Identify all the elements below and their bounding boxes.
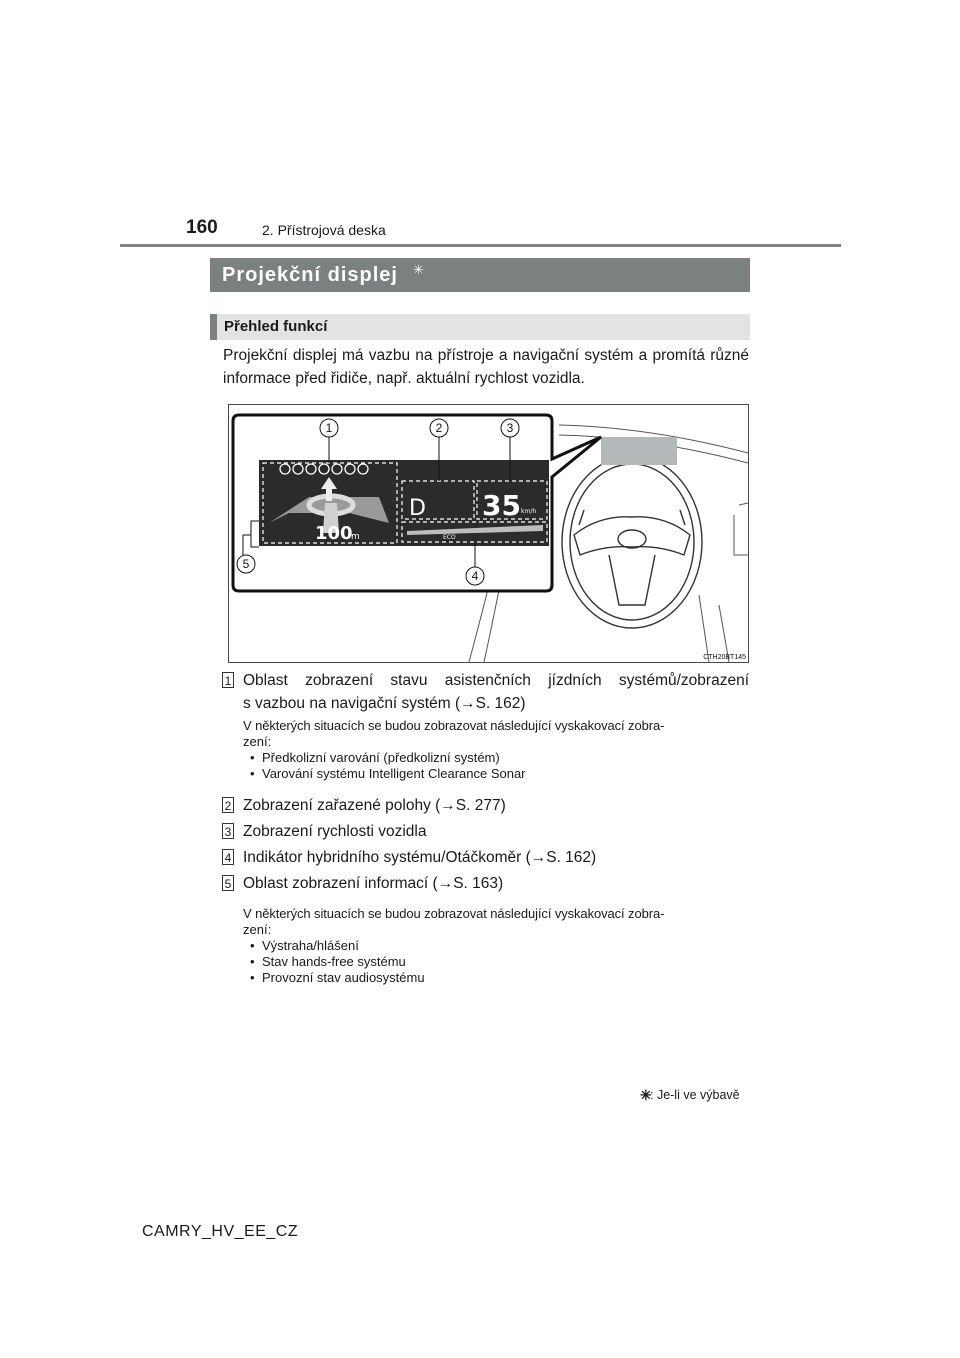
note-1-bullet-marker-1: • — [250, 750, 255, 765]
callout-2: 2 — [435, 421, 443, 435]
note-2-intro-line-1: V některých situacích se budou zobrazovat následující vyskakovací zobra- — [243, 906, 665, 921]
callout-1: 1 — [325, 421, 333, 435]
item-number-5: 5 — [222, 875, 234, 891]
callout-3: 3 — [506, 421, 514, 435]
section-title: Projekční displej — [222, 264, 398, 286]
note-2-bullet-marker-3: • — [250, 970, 255, 985]
item-4-text: Indikátor hybridního systému/Otáčkoměr (→S. 162) — [243, 849, 597, 866]
optional-equipment-star-icon: ✳ — [413, 262, 424, 277]
item-3-text: Zobrazení rychlosti vozidla — [243, 823, 427, 840]
document-code: CAMRY_HV_EE_CZ — [142, 1223, 299, 1240]
gear-value: D — [409, 496, 426, 521]
callout-5: 5 — [242, 557, 250, 571]
hud-illustration-svg — [229, 405, 748, 662]
speed-value: 35 — [482, 489, 521, 522]
note-2-bullet-marker-1: • — [250, 938, 255, 953]
item-number-2: 2 — [222, 797, 234, 813]
figure-code: CTH20BT145 — [703, 654, 746, 661]
hud-illustration — [228, 404, 749, 663]
page-number: 160 — [186, 217, 218, 238]
note-2-bullet-3: Provozní stav audiosystému — [262, 970, 425, 985]
speed-unit: km/h — [521, 508, 537, 515]
note-2-bullet-marker-2: • — [250, 954, 255, 969]
footnote-star-icon: ✳ — [640, 1087, 652, 1103]
item-number-4: 4 — [222, 849, 234, 865]
item-number-1: 1 — [222, 672, 234, 688]
distance-value: 100 — [315, 523, 353, 544]
eco-label: ECO — [443, 534, 456, 541]
steering-wheel — [562, 456, 702, 628]
subsection-bar-accent — [210, 314, 217, 340]
note-2-bullet-2: Stav hands-free systému — [262, 954, 406, 969]
note-2-intro-line-2: zení: — [243, 922, 272, 937]
item-5-text: Oblast zobrazení informací (→S. 163) — [243, 875, 504, 892]
item-1-line-1: Oblast zobrazení stavu asistenčních jízdních systémů/zobrazení — [243, 672, 749, 689]
note-1-bullet-marker-2: • — [250, 766, 255, 781]
item-number-3: 3 — [222, 823, 234, 839]
callout-4: 4 — [471, 569, 479, 583]
chapter-title: 2. Přístrojová deska — [262, 222, 386, 238]
item-1-line-2: s vazbou na navigační systém (→S. 162) — [243, 695, 526, 712]
footnote-text: : Je-li ve výbavě — [650, 1088, 740, 1102]
intro-paragraph: Projekční displej má vazbu na přístroje a navigační systém a promítá různé informace před řidiče, např. aktuální rychlost vozidla. — [223, 347, 749, 387]
note-1-intro-line-2: zení: — [243, 734, 272, 749]
subsection-title: Přehled funkcí — [224, 318, 328, 335]
distance-unit: m — [351, 532, 360, 542]
note-1-bullet-1: Předkolizní varování (předkolizní systém) — [262, 750, 500, 765]
header-rule — [120, 244, 841, 247]
hud-projection-area — [601, 437, 677, 465]
note-1-intro-line-1: V některých situacích se budou zobrazovat následující vyskakovací zobra- — [243, 718, 665, 733]
item-2-text: Zobrazení zařazené polohy (→S. 277) — [243, 797, 506, 814]
note-2-bullet-1: Výstraha/hlášení — [262, 938, 359, 953]
note-1-bullet-2: Varování systému Intelligent Clearance Sonar — [262, 766, 526, 781]
